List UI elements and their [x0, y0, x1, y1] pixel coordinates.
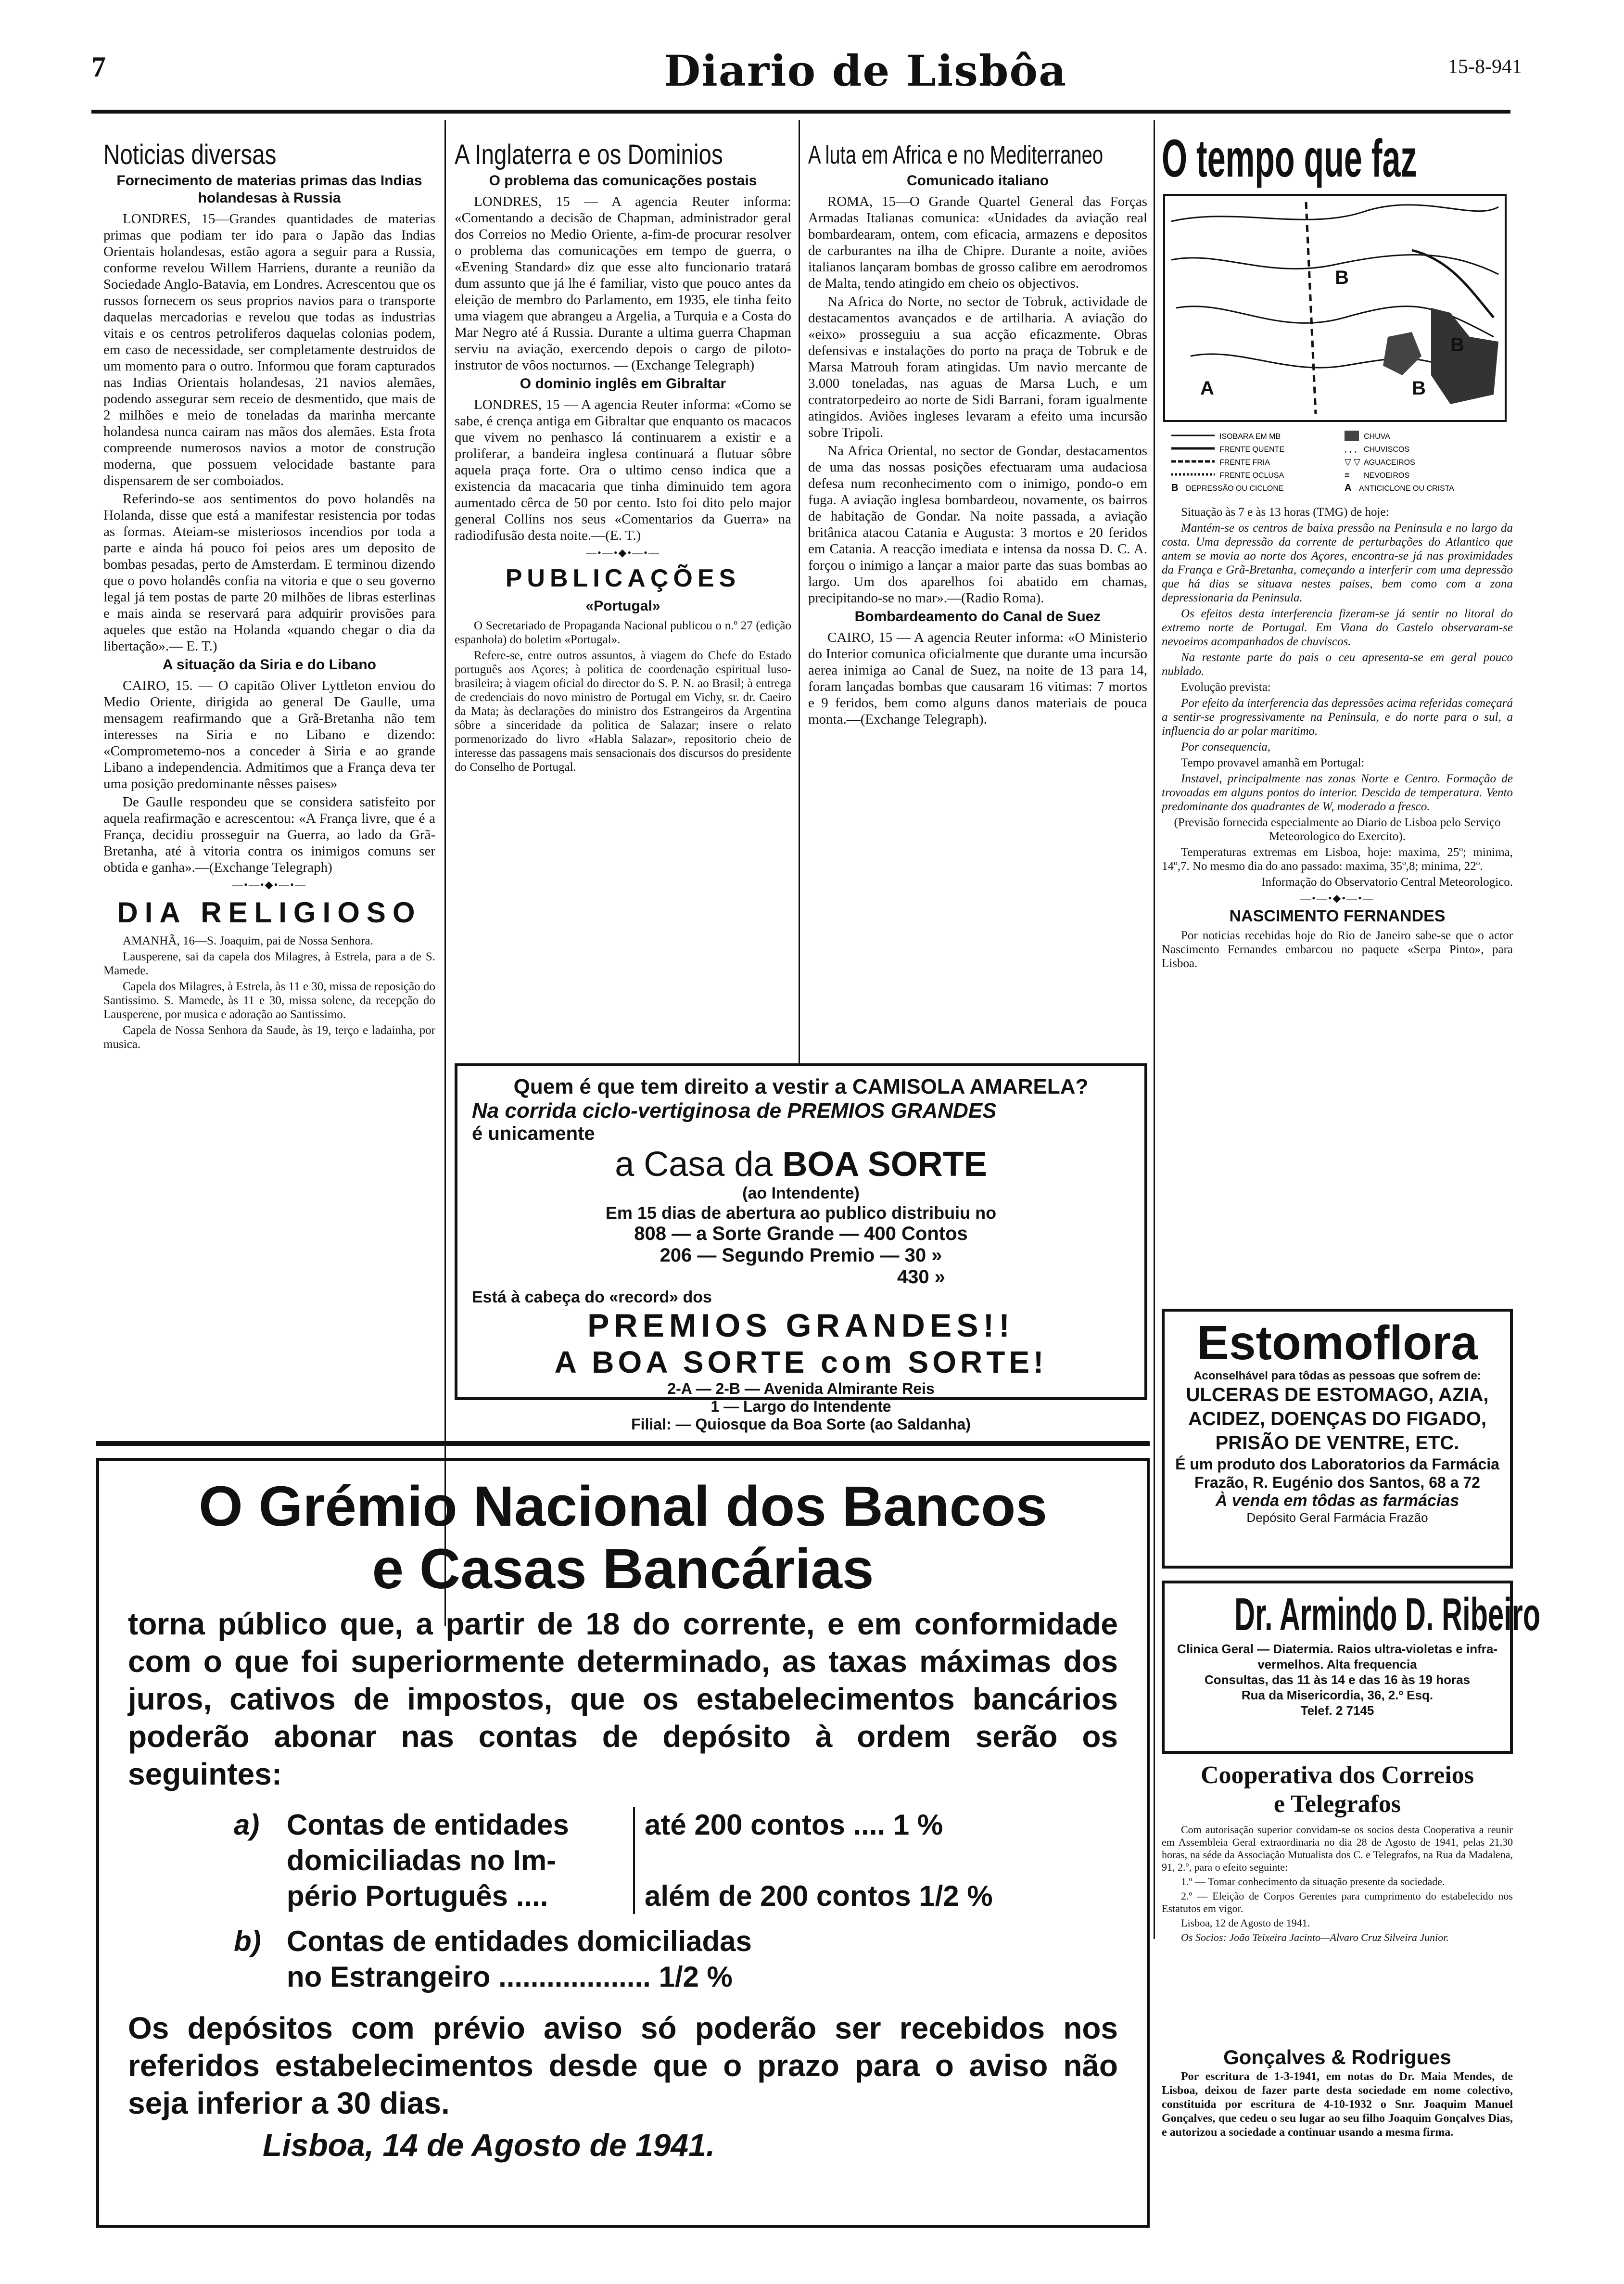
masthead: [0, 0, 1624, 115]
weather-paragraph: Evolução prevista:: [1181, 681, 1271, 694]
nascimento-title: NASCIMENTO FERNANDES: [1229, 907, 1446, 925]
ribeiro-title: Dr. Armindo D. Ribeiro: [1234, 1589, 1541, 1640]
column-3: [808, 140, 1147, 1059]
ad-line: Rua da Misericordia, 36, 2.º Esq.: [1241, 1688, 1434, 1702]
divider: [444, 120, 446, 1626]
divider: [799, 120, 800, 1063]
legend-warm-front: FRENTE QUENTE: [1219, 446, 1285, 454]
article-paragraph: Refere-se, entre outros assuntos, à viagem do Chefe do Estado português aos Açores; à politica de coordenação espiritual luso-brasileira; à viagem oficial do director do S. P. N. ao Brasil; à entrega de credenciais do novo ministro de Portugal em Vichy, sr. dr. Caeiro da Mata; às declarações do ministro dos Estrangeiros da Argentina sôbre a sinceridade da politica de Salazar; insere o relato pormenorizado do livro «Habla Salazar», repositorio cheio de interesse das passagens mais sensacionais dos discursos do presidente do Conselho de Portugal.: [455, 649, 791, 774]
ad-line: 206 — Segundo Premio — 30 »: [660, 1245, 942, 1266]
ad-line: Consultas, das 11 às 14 e das 16 às 19 horas: [1204, 1672, 1471, 1687]
ad-line: À venda em tôdas as farmácias: [1215, 1492, 1459, 1510]
article-paragraph: ROMA, 15—O Grande Quartel General das Forças Armadas Italianas comunica: «Unidades da aviação real bombardearam, ontem, com eficacia, armazens e depositos de carburantes na ilha de Chipre. Durante a noite, aviões italianos lançaram bombas de grosso calibre em aerodromos de Malta, tendo atingido em cheio os objectivos.: [808, 194, 1147, 291]
svg-text:A: A: [1345, 483, 1352, 493]
weather-paragraph: Os efeitos desta interferencia fizeram-se já sentir no litoral do extremo norte de Portugal. Em Viana do Castelo observaram-se nevoeiros acompanhados de chuviscos.: [1162, 607, 1513, 648]
item-rate: além de 200 contos 1/2 %: [645, 1880, 993, 1912]
svg-text:A: A: [1200, 378, 1214, 399]
svg-text:B: B: [1171, 483, 1179, 493]
masthead-rule: [91, 110, 1510, 114]
legend-cold-front: FRENTE FRIA: [1219, 459, 1270, 467]
ad-estomoflora: [1162, 1309, 1513, 1569]
article-paragraph: Por noticias recebidas hoje do Rio de Janeiro sabe-se que o actor Nascimento Fernandes embarcou no paquete «Serpa Pinto», para Lisboa.: [1162, 929, 1513, 970]
gremio-title: e Casas Bancárias: [372, 1537, 874, 1601]
ad-line: 2-A — 2-B — Avenida Almirante Reis: [667, 1380, 935, 1397]
gremio-item-b: [128, 1924, 1118, 1995]
article-paragraph: Lisboa, 12 de Agosto de 1941.: [1181, 1917, 1310, 1929]
article-subheading: Comunicado italiano: [906, 173, 1049, 189]
article-paragraph: CAIRO, 15. — O capitão Oliver Lyttleton enviou do Medio Oriente, dirigida ao general De Gaulle, uma mensagem reafirmando que a Grã-Bretanha não tem interesses na Siria e no Libano e dizendo: «Comprometemo-nos a conceder à Siria e ao grande Libano a independencia. Admitimos que a França deva ter uma posição predominante nêsses paises»: [103, 678, 435, 791]
ad-text: BOA SORTE: [782, 1145, 987, 1184]
ad-line: Em 15 dias de abertura ao publico distribuiu no: [605, 1203, 997, 1223]
column-1: [103, 140, 435, 1496]
article-paragraph: LONDRES, 15 — A agencia Reuter informa: «Como se sabe, é crença antiga em Gibraltar que enquanto os macacos que vivem no penhasco lá continuarem a existir e a proliferar, a bandeira inglesa continuará a flutuar sôbre aquela praça forte. Ora o ultimo censo indica que a existencia da macacaria que tinha diminuido tem agora aumentado cêrca de 50 por cento. Isto foi dito pelo major general Collins nos seus «Comentarios da Guerra» na radiodifusão desta noite.—(E. T.): [455, 397, 791, 543]
weather-paragraph: Por efeito da interferencia das depressões acima referidas começará a sentir-se progressivamente na Peninsula, e do norte para o sul, a influencia do ar polar maritimo.: [1162, 697, 1513, 738]
article-paragraph: Lausperene, sai da capela dos Milagres, à Estrela, para a de S. Mamede.: [103, 950, 435, 977]
legend-depression: DEPRESSÃO OU CICLONE: [1186, 485, 1284, 493]
ornament: —•—•◆•—•—: [1300, 892, 1374, 904]
article-paragraph: Capela dos Milagres, à Estrela, às 11 e 30, missa de reposição do Santissimo. S. Mamede, às 11 e 30, missa solene, da recepção do Lausperene, por musica e adoração ao Santissimo.: [103, 980, 435, 1021]
gremio-item-a: [128, 1807, 1118, 1914]
article-paragraph: Na Africa Oriental, no sector de Gondar, destacamentos de uma das nossas posições efectuaram uma audaciosa defesa num reconhecimento com o inimigo, pondo-o em fuga. A aviação inglesa bombardeou, novamente, os bairros de habitação de Gondar. Na noite passada, a aviação britânica atacou Catania e Augusta: 3 mortos e 20 feridos em Catania. A reacção imediata e intensa da nossa D. C. A. forçou o inimigo a lançar a maior parte das suas bombas ao largo. Um dos aparelhos foi abatido em chamas, precipitando-se no mar».—(Radio Roma).: [808, 443, 1147, 606]
legend-occluded-front: FRENTE OCLUSA: [1219, 472, 1284, 480]
legend-isobar: ISOBARA EM MB: [1219, 433, 1281, 441]
ad-line: (ao Intendente): [742, 1184, 860, 1202]
masthead-date: 15-8-941: [1448, 56, 1522, 78]
weather-paragraph: Instavel, principalmente nas zonas Norte e Centro. Formação de trovoadas em alguns pontos do interior. Descida de temperatura. Vento predominante dos quadrantes de W, moderado a fresco.: [1162, 772, 1513, 813]
article-paragraph: De Gaulle respondeu que se considera satisfeito por aquela reafirmação e acrescentou: «A França livre, que é a França, decidiu prosseguir na Guerra, ao lado da Grã-Bretanha, até à vitoria contra os inimigos comuns ser obtida e ganha».—(Exchange Telegraph): [103, 794, 435, 875]
ad-line: Filial: — Quiosque da Boa Sorte (ao Saldanha): [631, 1416, 971, 1433]
dia-religioso-title: DIA RELIGIOSO: [117, 896, 422, 929]
weather-paragraph: Por consequencia,: [1181, 740, 1271, 753]
article-paragraph: LONDRES, 15 — A agencia Reuter informa: «Comentando a decisão de Chapman, administrador geral dos Correios no Medio Oriente, a-fim-de procurar resolver o problema das comunicações em tempo de guerra, o «Evening Standard» diz que esse alto funcionario tratará dum assunto que já lhe é familiar, visto que pouco antes da eleição de membro do Parlamento, em 1935, ele tinha feito uma viagem que abrangeu a Argelia, a Turquia e a Costa do Mar Negro até á Russia. Durante a ultima guerra Chapman serviu na aviação, exercendo depois o cargo de piloto-instrutor de vôos nocturnos. — (Exchange Telegraph): [455, 194, 791, 373]
article-paragraph: O Secretariado de Propaganda Nacional publicou o n.º 27 (edição espanhola) do boletim «Portugal».: [455, 619, 791, 646]
goncalves-title: Gonçalves & Rodrigues: [1223, 2046, 1451, 2068]
ad-line: PREMIOS GRANDES!!: [587, 1307, 1015, 1344]
column-2: [455, 140, 791, 1059]
svg-text:B: B: [1450, 334, 1464, 356]
ad-line: A BOA SORTE com SORTE!: [554, 1345, 1048, 1379]
section-heading: Noticias diversas: [103, 140, 277, 170]
estomoflora-title: Estomoflora: [1197, 1316, 1478, 1370]
item-rates: [635, 1807, 993, 1914]
svg-text:, , ,: , , ,: [1345, 444, 1357, 454]
ad-gremio: [96, 1458, 1150, 2228]
column-4: [1162, 130, 1513, 1285]
weather-paragraph: Temperaturas extremas em Lisboa, hoje: maxima, 25º; minima, 14º,7. No mesmo dia do ano passado: maxima, 35º,8; minima, 22º.: [1162, 846, 1513, 873]
ornament: —•—•◆•—•—: [586, 547, 660, 559]
article-paragraph: Capela de Nossa Senhora da Saude, às 19, terço e ladainha, por musica.: [103, 1024, 435, 1051]
svg-text:B: B: [1335, 267, 1349, 288]
separator-rule: [96, 1441, 1150, 1446]
gremio-date: Lisboa, 14 de Agosto de 1941.: [263, 2127, 715, 2163]
item-text: Contas de entidades: [287, 1809, 569, 1841]
weather-paragraph: Mantém-se os centros de baixa pressão na Peninsula e no largo da costa. Uma depressão da corrente de perturbações do Atlantico que antem se movia ao norte dos Açores, encontra-se já nas proximidades da França e Grã-Bretanha, começando a interferir com uma depressão que há dias se situava nestes paises, bem como com a zona depressionaria da Peninsula.: [1162, 522, 1513, 604]
article-paragraph: CAIRO, 15 — A agencia Reuter informa: «O Ministerio do Interior comunica oficialmente que durante uma incursão aerea inimiga ao Canal de Suez, na noite de 13 para 14, foram lançadas bombas que causaram 16 vitimas: 7 mortos e 9 feridos, bem como alguns danos materiais de pouca monta.—(Exchange Telegraph).: [808, 630, 1147, 727]
ad-line: 430 »: [897, 1266, 946, 1288]
weather-paragraph: (Previsão fornecida especialmente ao Diario de Lisboa pelo Serviço Meteorologico do Exercito).: [1174, 816, 1501, 843]
item-label: b): [234, 1925, 261, 1957]
legend-rain: CHUVA: [1364, 433, 1390, 441]
ad-goncalves: [1162, 2045, 1513, 2218]
ad-line: Na corrida ciclo-vertiginosa de PREMIOS GRANDES: [472, 1099, 997, 1123]
article-paragraph: 1.º — Tomar conhecimento da situação presente da sociedade.: [1181, 1876, 1445, 1888]
ad-ribeiro: [1162, 1581, 1541, 1754]
item-rate: até 200 contos .... 1 %: [645, 1809, 943, 1841]
article-paragraph: Na Africa do Norte, no sector de Tobruk, actividade de destacamentos avançados e de artilharia. A aviação do «eixo» prosseguiu a sua acção eficazmente. Obras defensivas e instalações do porto na praça de Tobruk e de Marsa Matrouh foram atingidas. Um navio mercante de 3.000 toneladas, nas aguas de Marsa Luch, e um contratorpedeiro ao norte de Sidi Barrani, foram igualmente atingidos. Aviões ingleses levaram a efeito uma incursão sobre Tripoli.: [808, 294, 1147, 440]
legend-anticyclone: ANTICICLONE OU CRISTA: [1359, 485, 1454, 493]
ad-line: 1 — Largo do Intendente: [710, 1398, 891, 1415]
masthead-title: Diario de Lisbôa: [664, 46, 1067, 96]
ad-line: Quem é que tem direito a vestir a CAMISOLA AMARELA?: [513, 1075, 1089, 1098]
item-text: domiciliadas no Im-: [287, 1844, 557, 1876]
article-subheading: A situação da Siria e do Libano: [163, 657, 376, 673]
article-paragraph: Com autorisação superior convidam-se os socios desta Cooperativa a reunir em Assembleia Geral extraordinaria no dia 28 de Agosto de 1941, pelas 21,30 horas, na séde da Associação Mutualista dos C. e Telegrafos, na Rua da Madalena, 91, 2.º, para o efeito seguinte:: [1162, 1824, 1513, 1873]
ad-cooperativa: [1162, 1761, 1513, 2040]
article-subheading: O dominio inglês em Gibraltar: [520, 376, 726, 392]
svg-text:B: B: [1412, 378, 1426, 399]
item-entity: [287, 1807, 635, 1914]
ad-line: ULCERAS DE ESTOMAGO, AZIA, ACIDEZ, DOENÇAS DO FIGADO, PRISÃO DE VENTRE, ETC.: [1186, 1384, 1489, 1454]
gremio-title: O Grémio Nacional dos Bancos: [199, 1475, 1047, 1538]
weather-paragraph: Situação às 7 e às 13 horas (TMG) de hoje:: [1181, 506, 1389, 519]
weather-paragraph: Tempo provavel amanhã em Portugal:: [1181, 756, 1365, 769]
legend-fog: NEVOEIROS: [1364, 472, 1410, 480]
article-paragraph: Por escritura de 1-3-1941, em notas do Dr. Maia Mendes, de Lisboa, deixou de fazer parte desta sociedade em nome colectivo, constituida por escritura de 4-10-1932 o Snr. Joaquim Manuel Gonçalves, que cedeu o seu lugar ao seu filho Joaquim Gonçalves Dias, e autorizou a sociedade a continuar usando a mesma firma.: [1162, 2070, 1513, 2139]
gremio-footer: Os depósitos com prévio aviso só poderão ser recebidos nos referidos estabelecimentos desde que o prazo para o aviso não seja inferior a 30 dias.: [128, 2011, 1118, 2120]
item-text: no Estrangeiro ................... 1/2 %: [287, 1961, 733, 1993]
article-subheading: «Portugal»: [585, 598, 660, 614]
section-heading: O tempo que faz: [1162, 130, 1417, 188]
article-paragraph: AMANHÃ, 16—S. Joaquim, pai de Nossa Senhora.: [123, 934, 373, 947]
ad-text: a Casa da: [615, 1145, 783, 1184]
article-subheading: Fornecimento de materias primas das Indias holandesas à Russia: [116, 173, 422, 206]
cooperativa-title: e Telegrafos: [1273, 1790, 1401, 1818]
ad-line: Telef. 2 7145: [1300, 1703, 1374, 1718]
ad-line: Depósito Geral Farmácia Frazão: [1246, 1510, 1428, 1525]
weather-paragraph: Informação do Observatorio Central Meteorologico.: [1261, 876, 1513, 889]
article-paragraph: 2.º — Eleição de Corpos Gerentes para cumprimento do estabelecido nos Estatutos em vigor.: [1162, 1890, 1513, 1914]
article-paragraph: Os Socios: João Teixeira Jacinto—Alvaro Cruz Silveira Junior.: [1181, 1931, 1449, 1943]
ad-line: Clinica Geral — Diatermia. Raios ultra-violetas e infra-vermelhos. Alta frequencia: [1177, 1642, 1498, 1672]
ad-line: Está à cabeça do «record» dos: [472, 1288, 712, 1306]
cooperativa-title: Cooperativa dos Correios: [1200, 1761, 1474, 1789]
ad-boa-sorte: [455, 1063, 1147, 1433]
divider: [1154, 120, 1155, 1939]
legend-drizzle: CHUVISCOS: [1364, 446, 1410, 454]
item-label: a): [234, 1809, 260, 1841]
ad-line: Aconselhável para tôdas as pessoas que sofrem de:: [1193, 1369, 1481, 1382]
article-subheading: O problema das comunicações postais: [489, 173, 757, 189]
ad-line: É um produto dos Laboratorios da Farmácia Frazão, R. Eugénio dos Santos, 68 a 72: [1175, 1455, 1499, 1491]
ad-line: é unicamente: [472, 1123, 595, 1144]
ornament: —•—•◆•—•—: [232, 879, 306, 891]
gremio-intro: torna público que, a partir de 18 do corrente, e em conformidade com o que foi superiormente determinado, as taxas máximas dos juros, cativos de impostos, que os estabelecimentos bancários poderão abonar nas contas de depósito à ordem serão os seguintes:: [128, 1607, 1118, 1791]
svg-text:▽ ▽: ▽ ▽: [1345, 457, 1360, 467]
article-paragraph: LONDRES, 15—Grandes quantidades de materias primas que podiam ter ido para o Japão das Indias Orientais holandesas, estão agora a seguir para a Russia, conforme revelou Willem Harriens, durante a reunião da Sociedade Anglo-Batavia, em Londres. Acrescentou que os russos fornecem os seus proprios navios para o transporte daquelas mercadorias e revelou que todas as industrias vitais e os centros petroliferos daquelas colonias podem, em caso de necessidade, ser completamente destruidos de um momento para o outro. Informou que foram capturados nas Indias Orientais holandesas, 21 navios alemães, podendo assegurar sem receio de desmentido, que mais de 2 milhões e meio de toneladas da marinha mercante holandesa nunca cairam nas mãos dos alemães. Esta frota compreende numerosos navios a motor de construção moderna, que possuem velocidade bastante para dispensarem de ser comboiados.: [103, 211, 435, 488]
article-subheading: Bombardeamento do Canal de Suez: [854, 609, 1101, 625]
item-text: pério Português ....: [287, 1880, 548, 1912]
publicacoes-title: PUBLICAÇÕES: [505, 564, 741, 592]
item-text: Contas de entidades domiciliadas: [287, 1925, 752, 1957]
article-paragraph: Referindo-se aos sentimentos do povo holandês na Holanda, disse que está a manifestar resistencia por todas as formas. Ateiam-se misteriosos incendios por toda a parte e ainda há pouco foi peios ares um deposito de bombas pesadas, perto de Amsterdam. E terminou dizendo que o povo holandês confia na vitoria e que o seu governo legal já tem postas de parte 20 milhões de libras esterlinas e mais ainda se reservará para adquirir provisões para aqueles que estão na Holanda «quando chegar o dia da libertação».— E. T.): [103, 491, 435, 654]
section-heading: A luta em Africa e no Mediterraneo: [808, 140, 1104, 169]
ad-line: [472, 1145, 1130, 1184]
weather-map: [1162, 192, 1508, 500]
legend-showers: AGUACEIROS: [1364, 459, 1415, 467]
page-number: 7: [91, 51, 106, 83]
section-heading: A Inglaterra e os Dominios: [455, 140, 723, 170]
ad-line: 808 — a Sorte Grande — 400 Contos: [634, 1223, 968, 1244]
weather-paragraph: Na restante parte do pais o ceu apresenta-se em geral pouco nublado.: [1162, 651, 1513, 678]
svg-text:≡: ≡: [1345, 470, 1350, 480]
